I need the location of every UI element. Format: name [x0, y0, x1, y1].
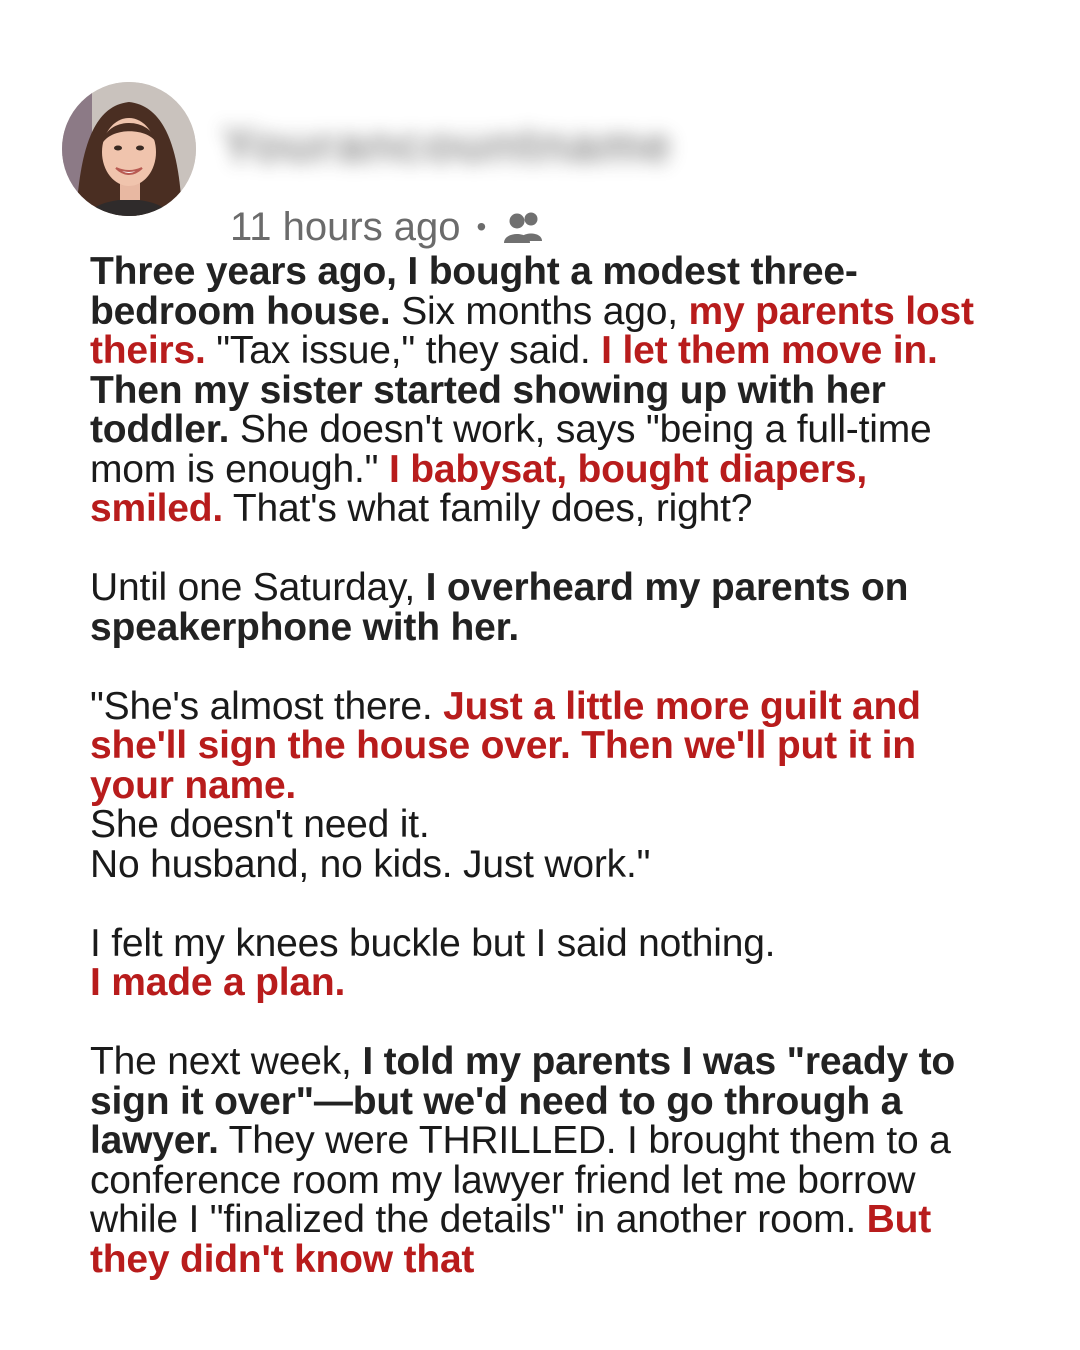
highlighted-text: I let them move in.: [601, 329, 938, 372]
post-paragraph: [90, 252, 990, 529]
avatar[interactable]: [62, 82, 196, 216]
post-body: [90, 252, 990, 1319]
highlighted-text: Just a little more guilt and she'll sign the house over. Then we'll put it in your name.: [90, 684, 921, 807]
body-text-run: The next week,: [90, 1040, 363, 1083]
post-paragraph: [90, 684, 990, 886]
bold-text: I told my parents I was "ready to sign it over"—but we'd need to go through a lawyer.: [90, 1040, 956, 1162]
post-meta: [230, 202, 548, 252]
post-paragraph: [90, 568, 990, 647]
body-text-run: She doesn't need it.: [90, 803, 430, 846]
username[interactable]: Yourancountname: [222, 117, 673, 173]
timestamp[interactable]: 11 hours ago: [230, 204, 461, 249]
body-text-run: No husband, no kids. Just work.": [90, 842, 651, 886]
avatar-photo: [62, 82, 196, 216]
body-text-run: Six months ago,: [390, 289, 689, 333]
highlighted-text: I babysat, bought diapers, smiled.: [90, 447, 868, 530]
post-paragraph: [90, 921, 990, 1004]
body-text-run: Until one Saturday,: [90, 566, 426, 609]
body-text-run: That's what family does, right?: [223, 487, 753, 530]
bold-text: Then my sister started showing up with her toddler.: [90, 368, 886, 451]
body-text-run: I felt my knees buckle but I said nothing.: [90, 921, 776, 965]
bold-text: I overheard my parents on speakerphone with her.: [90, 566, 909, 649]
body-text-run: She doesn't work, says "being a full-time mom is enough.": [90, 408, 932, 491]
post-paragraph: [90, 1042, 990, 1279]
friends-icon[interactable]: [500, 207, 548, 247]
highlighted-text: But they didn't know that: [90, 1198, 932, 1281]
highlighted-text: I made a plan.: [90, 961, 346, 1004]
body-text-run: "She's almost there.: [90, 684, 444, 728]
body-text-run: They were THRILLED. I brought them to a conference room my lawyer friend let me borrow while I "finalized the details" in another room.: [90, 1119, 951, 1241]
highlighted-text: my parents lost theirs.: [90, 289, 974, 372]
meta-separator: •: [476, 211, 487, 242]
body-text-run: "Tax issue," they said.: [205, 329, 602, 372]
bold-text: Three years ago, I bought a modest three-bedroom house.: [90, 250, 858, 333]
